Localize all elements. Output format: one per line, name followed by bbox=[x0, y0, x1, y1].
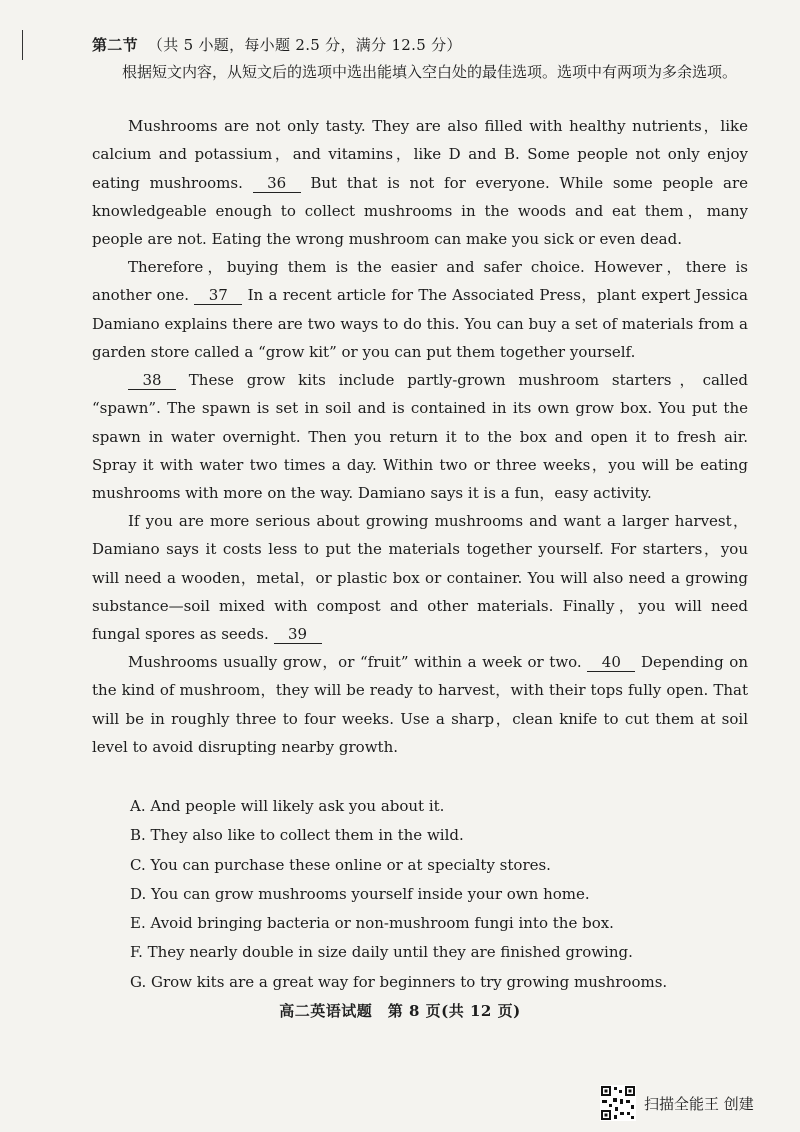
section-title: 第二节 bbox=[92, 36, 138, 54]
blank-40[interactable]: 40 bbox=[587, 653, 635, 672]
blank-38[interactable]: 38 bbox=[128, 371, 176, 390]
paragraph-text: Mushrooms usually grow，or “fruit” within a week or two. bbox=[128, 653, 588, 671]
option-b[interactable]: B. They also like to collect them in the wild. bbox=[130, 826, 464, 845]
section-note: （共 5 小题，每小题 2.5 分，满分 12.5 分） bbox=[147, 36, 462, 54]
paragraph-text: Therefore，buying them is the easier and safer choice. However，there is another one. bbox=[92, 258, 748, 305]
page-footer: 高二英语试题 第 8 页(共 12 页) bbox=[279, 1002, 521, 1020]
paragraph-text: But that is not for everyone. While some people are knowledgeable enough to collect mushrooms in the woods and eat them，many people are not. Eating the wrong mushroom can make you sick or even dead. bbox=[92, 173, 748, 249]
scanner-text: 扫描全能王 创建 bbox=[644, 1094, 754, 1113]
scanner-watermark bbox=[600, 1085, 754, 1121]
instruction: 根据短文内容，从短文后的选项中选出能填入空白处的最佳选项。选项中有两项为多余选项。 bbox=[122, 63, 738, 81]
paragraph-3 bbox=[92, 366, 748, 507]
paragraph-text: Mushrooms are not only tasty. They are also filled with healthy nutrients，like calcium and potassium，and vitamins，like D and B. Some people not only enjoy eating mushrooms. bbox=[92, 117, 748, 192]
option-c[interactable]: C. You can purchase these online or at specialty stores. bbox=[130, 855, 551, 874]
paragraph-text: These grow kits include partly-grown mushroom starters，called “spawn”. The spawn is set in soil and is contained in its own grow box. You put the spawn in water overnight. Then you return it to the box and open it to fresh air. Spray it with water two times a day. Within two or three weeks，you will be eating mushrooms with more on the way. Damiano says it is a fun，easy activity. bbox=[92, 371, 748, 503]
section-header bbox=[92, 34, 462, 55]
qr-code-icon bbox=[600, 1085, 636, 1121]
paragraph-text: Depending on the kind of mushroom，they will be ready to harvest，with their tops fully open. That will be in roughly three to four weeks. Use a sharp，clean knife to cut them at soil level to avoid disrupting nearby growth. bbox=[92, 653, 748, 756]
paragraph-1 bbox=[92, 112, 748, 253]
paragraph-text: If you are more serious about growing mushrooms and want a larger harvest，Damiano says it costs less to put the materials together yourself. For starters，you will need a wooden，metal，or plastic box or container. You will also need a growing substance—soil mixed with compost and other materials. Finally，you will need fungal spores as seeds. bbox=[92, 512, 748, 644]
option-e[interactable]: E. Avoid bringing bacteria or non-mushroom fungi into the box. bbox=[130, 914, 614, 933]
options-list bbox=[130, 792, 667, 997]
paragraph-text: In a recent article for The Associated Press，plant expert Jessica Damiano explains there are two ways to do this. You can buy a set of materials from a garden store called a “grow kit” or you can put them together yourself. bbox=[92, 286, 748, 361]
paragraph-5 bbox=[92, 648, 748, 761]
blank-36[interactable]: 36 bbox=[253, 174, 301, 193]
paragraph-4 bbox=[92, 507, 748, 648]
option-f[interactable]: F. They nearly double in size daily until they are finished growing. bbox=[130, 943, 633, 962]
option-g[interactable]: G. Grow kits are a great way for beginners to try growing mushrooms. bbox=[130, 972, 668, 991]
blank-39[interactable]: 39 bbox=[274, 625, 322, 644]
binding-line bbox=[22, 30, 23, 60]
paragraph-2 bbox=[92, 253, 748, 366]
blank-37[interactable]: 37 bbox=[194, 286, 242, 305]
option-a[interactable]: A. And people will likely ask you about it. bbox=[130, 797, 445, 815]
option-d[interactable]: D. You can grow mushrooms yourself inside your own home. bbox=[130, 884, 590, 903]
